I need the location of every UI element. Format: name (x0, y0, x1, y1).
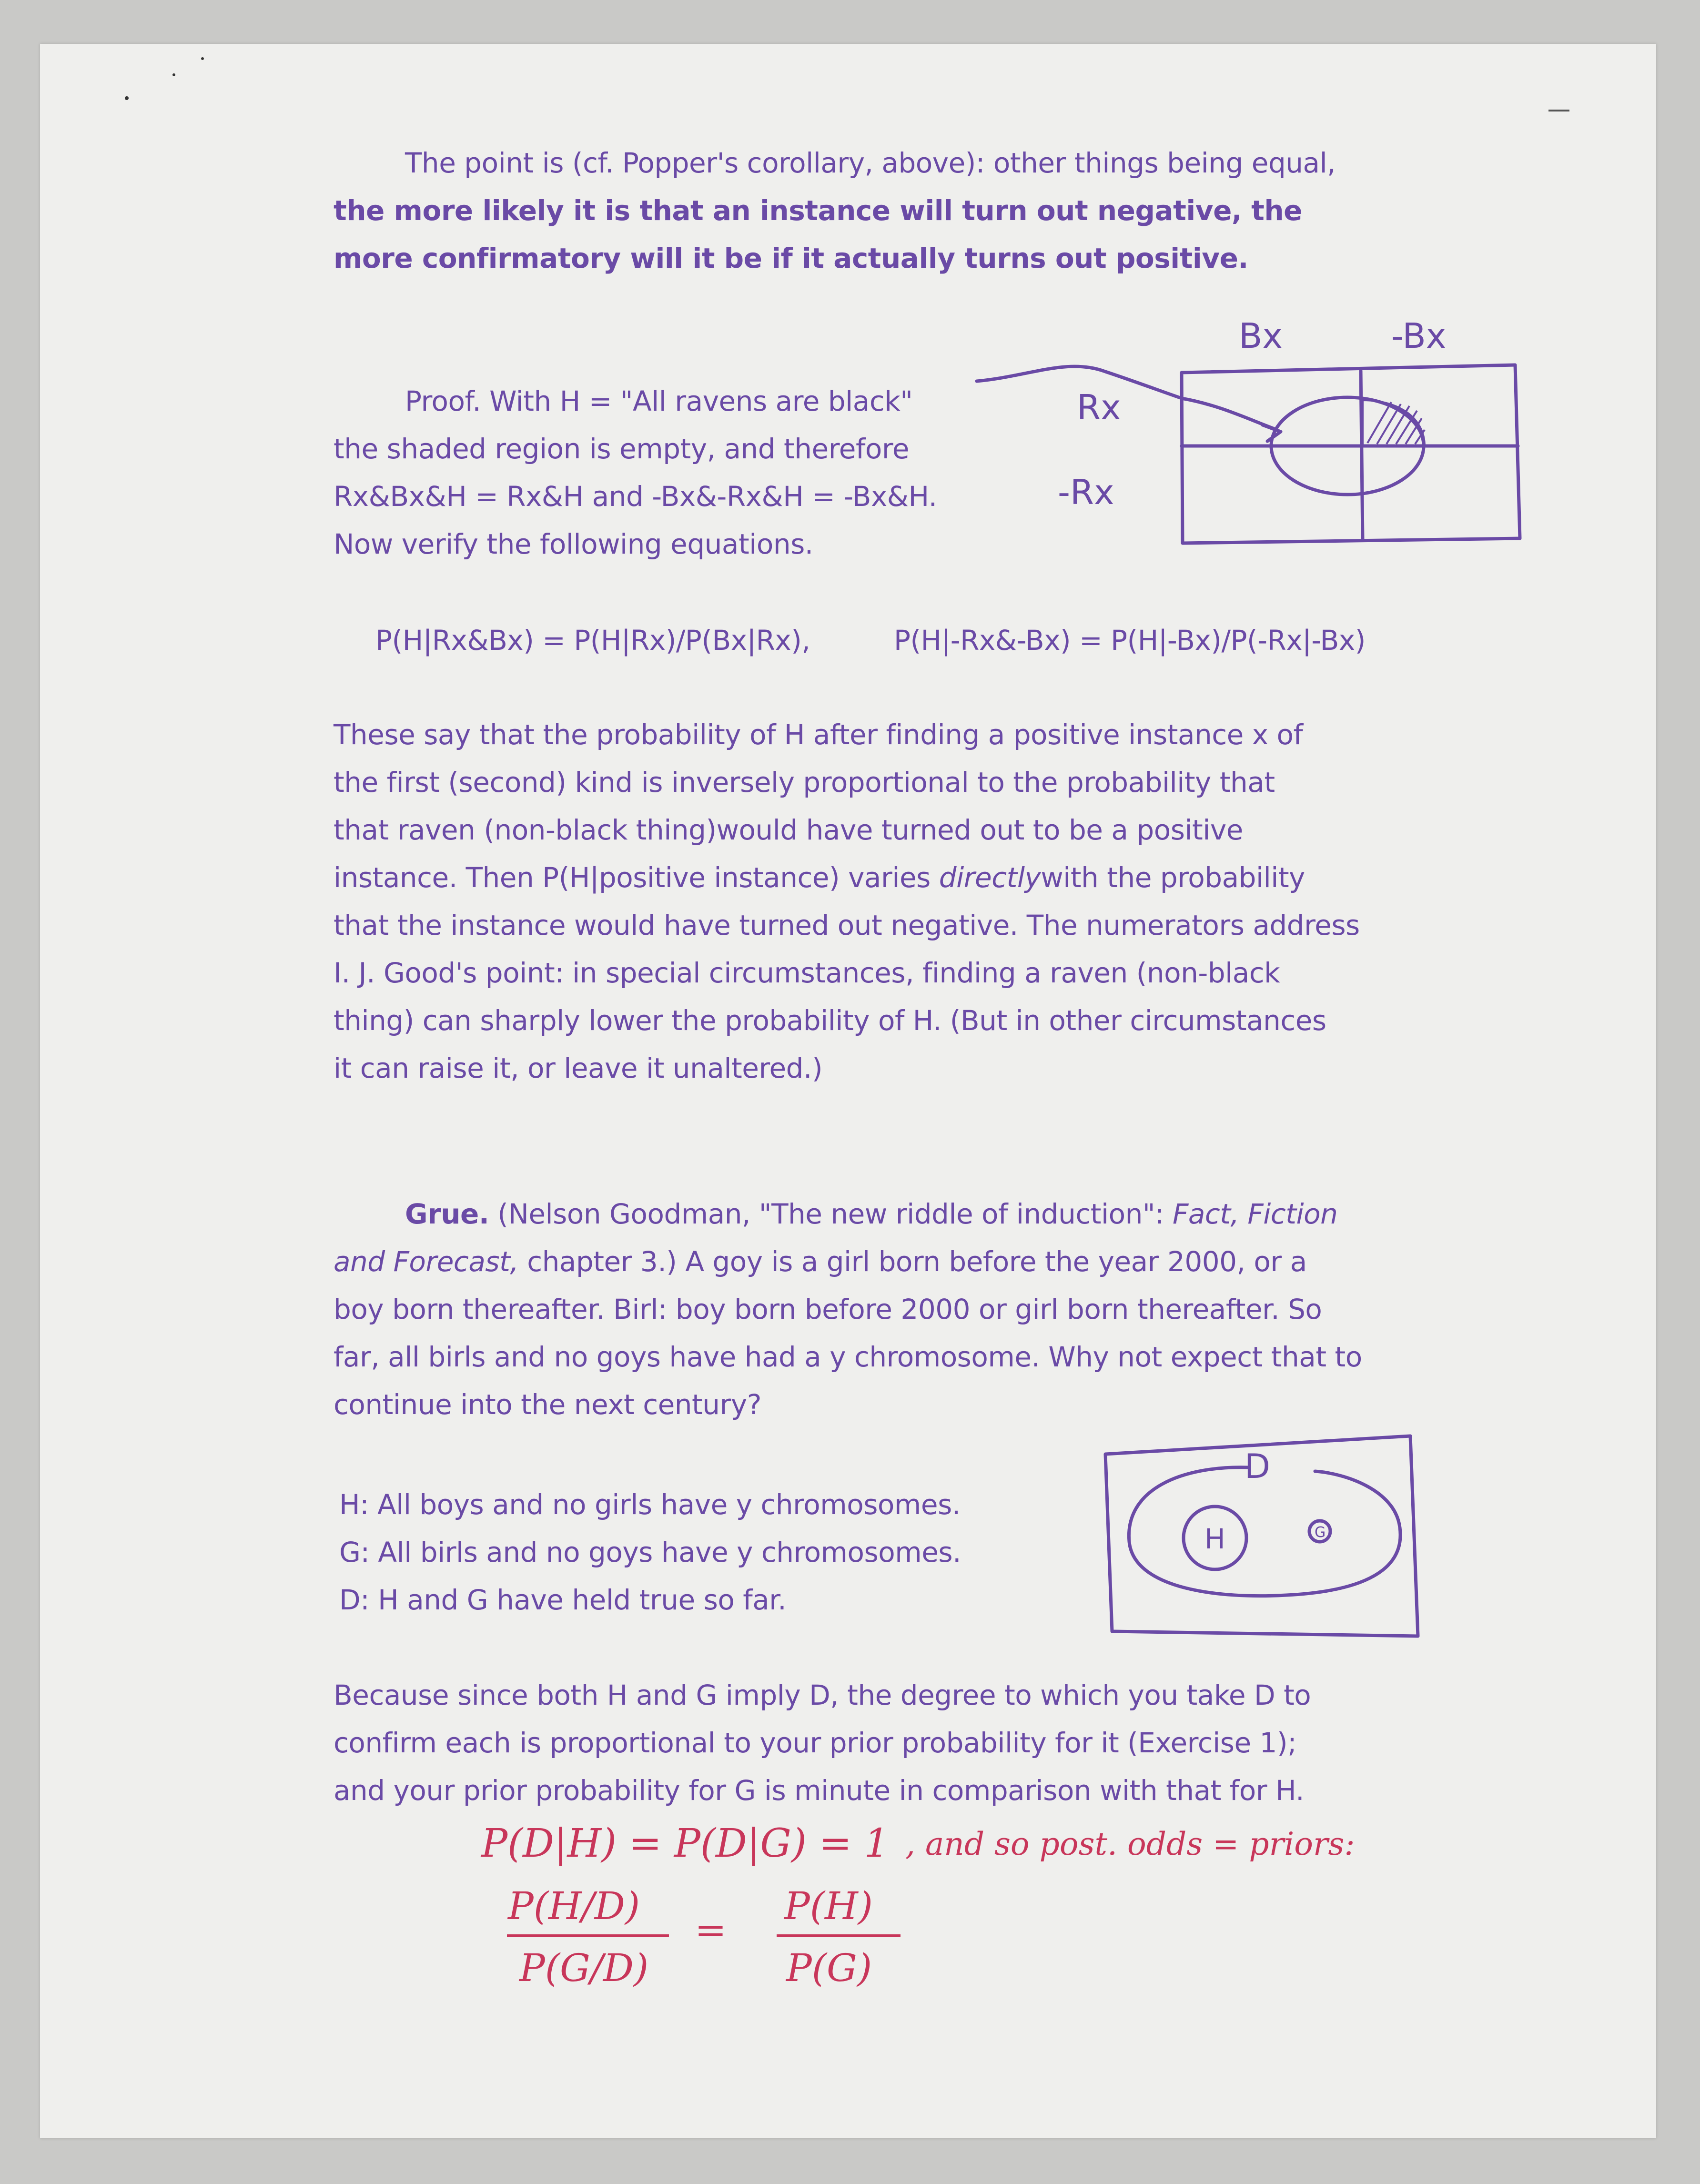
explanation-line-3: that raven (non-black thing)would have turned out to be a positive (334, 814, 1243, 846)
conclusion-paragraph (334, 1671, 1458, 1814)
grue-line-1 (334, 1190, 1458, 1238)
equation-1: P(H|Rx&Bx) = P(H|Rx)/P(Bx|Rx), (375, 624, 810, 657)
hypotheses-list (339, 1481, 1054, 1624)
handwritten-fraction-2-numerator: P(H) (784, 1884, 873, 1928)
conclusion-line-2: confirm each is proportional to your prior probability for it (Exercise 1); (334, 1727, 1297, 1759)
grue-diagram-d-region (1129, 1467, 1400, 1596)
proof-line-3: Rx&Bx&H = Rx&H and -Bx&-Rx&H = -Bx&H. (334, 480, 937, 513)
grue-line-1-text: (Nelson Goodman, "The new riddle of induction": (489, 1198, 1173, 1230)
intro-line-2: the more likely it is that an instance will turn out negative, the (334, 194, 1302, 227)
conclusion-line-3: and your prior probability for G is minute in comparison with that for H. (334, 1774, 1304, 1807)
equation-2: P(H|-Rx&-Bx) = P(H|-Bx)/P(-Rx|-Bx) (894, 624, 1366, 657)
hypothesis-h: H: All boys and no girls have y chromosomes. (339, 1488, 961, 1521)
speck (201, 57, 204, 60)
diagram-pointer-arrow (977, 366, 1277, 430)
grue-paragraph (334, 1190, 1458, 1428)
explanation-line-4-start: instance. Then P(H|positive instance) varies (334, 861, 939, 894)
diagram-label-not-bx: -Bx (1391, 316, 1447, 356)
hypothesis-d: D: H and G have held true so far. (339, 1584, 787, 1616)
diagram-outer-box (1182, 365, 1520, 543)
raven-venn-diagram (972, 305, 1544, 553)
grue-book-title-1: Fact, Fiction (1173, 1198, 1338, 1230)
edge-mark (1548, 110, 1569, 111)
proof-paragraph (334, 377, 1001, 568)
speck (172, 73, 175, 76)
conclusion-line-1: Because since both H and G imply D, the degree to which you take D to (334, 1679, 1311, 1711)
explanation-line-7: thing) can sharply lower the probability of H. (But in other circumstances (334, 1004, 1326, 1037)
handwritten-fraction-1-denominator: P(G/D) (519, 1946, 649, 1990)
explanation-line-8: it can raise it, or leave it unaltered.) (334, 1052, 823, 1084)
diagram-label-rx: Rx (1077, 387, 1121, 427)
grue-label-g: G (1315, 1524, 1326, 1541)
explanation-line-4-end: with the probability (1041, 861, 1305, 894)
handwritten-fraction-1-bar (507, 1934, 669, 1937)
grue-heading: Grue. (405, 1198, 489, 1230)
hypothesis-g: G: All birls and no goys have y chromosomes. (339, 1536, 961, 1568)
grue-line-3: boy born thereafter. Birl: boy born before 2000 or girl born thereafter. So (334, 1293, 1322, 1325)
grue-line-4: far, all birls and no goys have had a y chromosome. Why not expect that to (334, 1341, 1362, 1373)
grue-line-2-text: chapter 3.) A goy is a girl born before the year 2000, or a (518, 1245, 1307, 1278)
grue-line-2 (334, 1238, 1458, 1285)
proof-line-1: Proof. With H = "All ravens are black" (405, 385, 913, 417)
proof-line-2: the shaded region is empty, and therefore (334, 433, 910, 465)
speck (125, 96, 129, 100)
grue-label-h: H (1204, 1523, 1225, 1555)
explanation-line-5: that the instance would have turned out negative. The numerators address (334, 909, 1360, 941)
grue-label-d: D (1245, 1447, 1270, 1486)
handwritten-equals: = (695, 1908, 727, 1952)
explanation-line-6: I. J. Good's point: in special circumstances, finding a raven (non-black (334, 957, 1280, 989)
handwritten-fraction-2-bar (777, 1934, 901, 1937)
grue-book-title-2: and Forecast, (334, 1245, 519, 1278)
diagram-vertical-divider (1361, 371, 1363, 540)
diagram-label-not-rx: -Rx (1058, 472, 1114, 512)
grue-diagram (1096, 1427, 1429, 1647)
intro-paragraph (334, 139, 1458, 282)
explanation-line-1: These say that the probability of H after finding a positive instance x of (334, 718, 1303, 751)
explanation-line-2: the first (second) kind is inversely proportional to the probability that (334, 766, 1275, 799)
handwritten-equation: P(D|H) = P(D|G) = 1 (481, 1821, 889, 1866)
proof-line-4: Now verify the following equations. (334, 528, 813, 560)
diagram-label-bx: Bx (1239, 316, 1283, 356)
handwritten-fraction-2-denominator: P(G) (786, 1946, 872, 1990)
intro-line-1: The point is (cf. Popper's corollary, above): other things being equal, (405, 147, 1336, 179)
emphasis-directly: directly (939, 861, 1041, 894)
explanation-paragraph (334, 711, 1458, 1092)
explanation-line-4 (334, 854, 1458, 901)
intro-line-3: more confirmatory will it be if it actually turns out positive. (334, 242, 1248, 274)
handwritten-fraction-1-numerator: P(H/D) (508, 1884, 640, 1928)
handwritten-note: , and so post. odds = priors: (905, 1826, 1355, 1862)
grue-line-5: continue into the next century? (334, 1388, 761, 1421)
